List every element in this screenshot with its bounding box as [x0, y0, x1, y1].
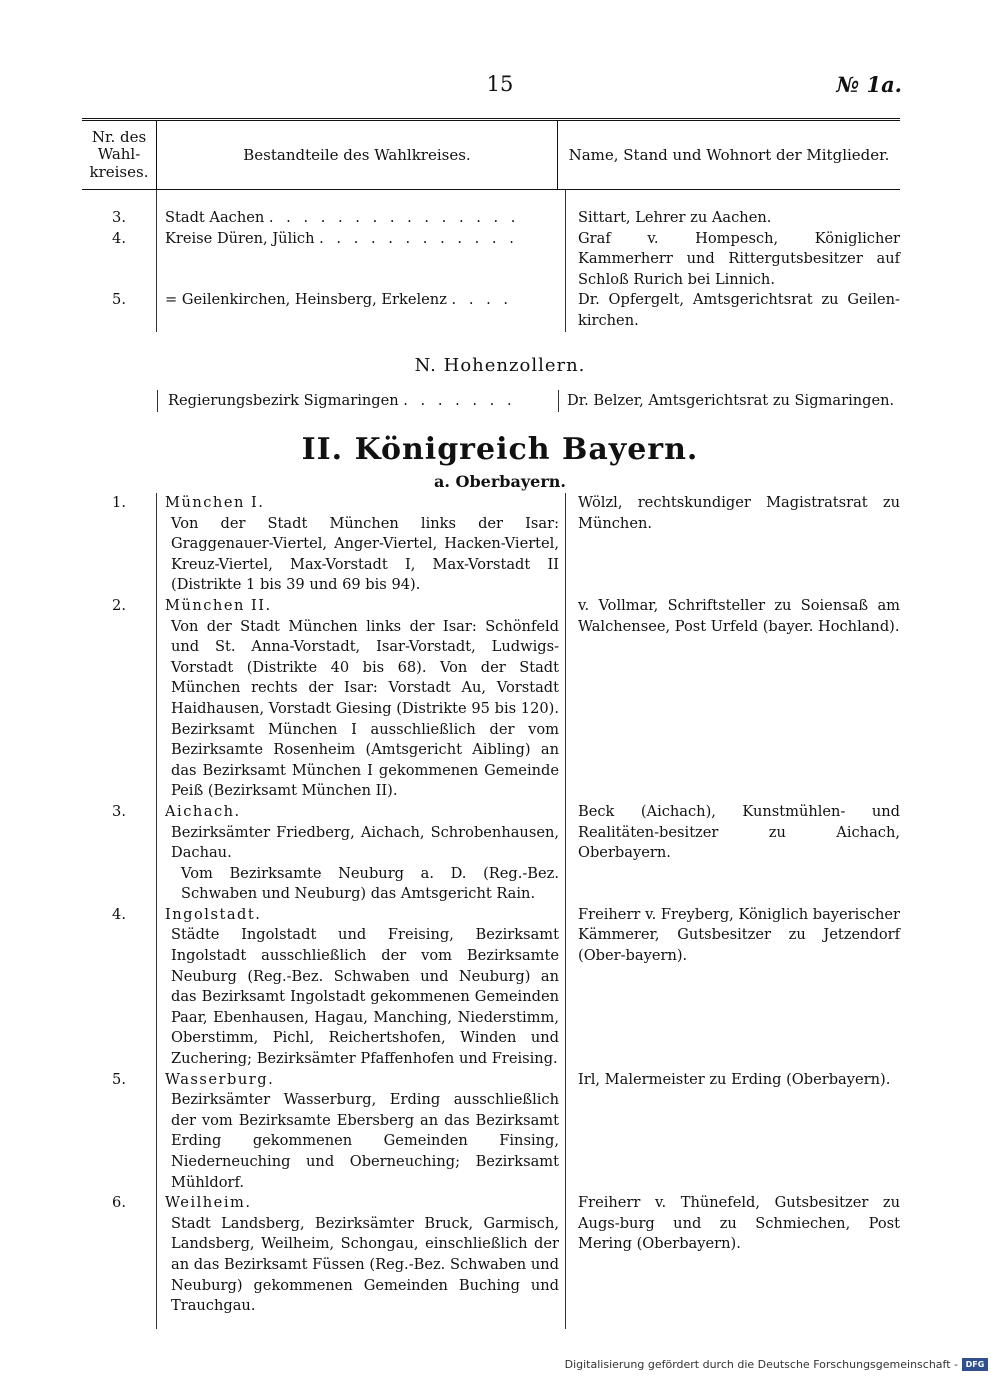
row-nr: 6. — [112, 1194, 126, 1212]
header-parts: Bestandteile des Wahlkreises. — [156, 121, 558, 189]
constituency-table-rheinprovinz — [82, 118, 900, 332]
constituency-description: Von der Stadt München links der Isar: Schönfeld und St. Anna-Vorstadt, Isar-Vorstadt, Ludwigs-Vorstadt (Distrikte 40 bis 68). Von der Stadt München rechts der Isar: Vorstadt Au, Vorstadt Haidhausen, Vorstadt Giesing (Distrikte 95 bis 120). Bezirksamt München I ausschließlich der vom Bezirksamte Rosenheim (Amtsgericht Aibling) an das Bezirksamt München I gekommenen Gemeinde Peiß (Bezirksamt München II). — [171, 617, 559, 800]
constituency-description: Städte Ingolstadt und Freising, Bezirksamt Ingolstadt ausschließlich der vom Bezirksamte Neuburg (Reg.-Bez. Schwaben und Neuburg) an das Bezirksamt Ingolstadt gekommenen Gemeinden Paar, Ebenhausen, Hagau, Manching, Niederstimm, Oberstimm, Pichl, Reichertshofen, Winden und Zuchering; Bezirksämter Pfaffenhofen und Freising. — [171, 926, 559, 1068]
constituency-table-oberbayern — [82, 493, 900, 1329]
table-row — [82, 1070, 900, 1194]
hohenzollern-row — [157, 390, 900, 412]
row-member: Irl, Malermeister zu Erding (Oberbayern). — [578, 1070, 891, 1088]
table-header — [82, 121, 900, 190]
header-members: Name, Stand und Wohnort der Mitglieder. — [568, 146, 890, 164]
table-row — [82, 1193, 900, 1317]
constituency-name: Ingolstadt. — [165, 905, 262, 923]
table-row — [82, 802, 900, 905]
row-parts — [156, 1193, 566, 1317]
row-nr: 3. — [112, 802, 126, 820]
kingdom-heading: II. Königreich Bayern. — [301, 432, 699, 467]
row-parts — [156, 1070, 566, 1194]
table-row — [82, 208, 900, 229]
row-member: v. Vollmar, Schriftsteller zu Soiensaß am Walchensee, Post Urfeld (bayer. Hochland). — [578, 596, 900, 635]
table-row — [82, 229, 900, 291]
constituency-name: Wasserburg. — [165, 1070, 275, 1088]
constituency-name: Weilheim. — [165, 1194, 252, 1212]
constituency-description-addition: Vom Bezirksamte Neuburg a. D. (Reg.-Bez. Schwaben und Neuburg) das Amtsgericht Rain. — [181, 864, 559, 903]
table-row — [82, 290, 900, 331]
dfg-logo-icon: DFG — [962, 1358, 988, 1371]
constituency-name: Aichach. — [165, 802, 241, 820]
table-row — [82, 596, 900, 802]
document-number: № 1a. — [836, 72, 902, 97]
row-nr: 3. — [112, 209, 126, 226]
row-nr: 4. — [112, 229, 126, 247]
row-member: Graf v. Hompesch, Königlicher Kammerherr und Rittergutsbesitzer auf Schloß Rurich bei Linnich. — [578, 229, 900, 288]
row-parts: = Geilenkirchen, Heinsberg, Erkelenz . . . . — [156, 290, 566, 331]
section-heading-hohenzollern: N. Hohenzollern. — [414, 355, 586, 376]
row-member: Dr. Opfergelt, Amtsgerichtsrat zu Geilen-kirchen. — [578, 291, 900, 329]
row-member: Beck (Aichach), Kunstmühlen- und Realitäten-besitzer zu Aichach, Oberbayern. — [578, 802, 900, 862]
footer-text: Digitalisierung gefördert durch die Deutsche Forschungsgemeinschaft - — [564, 1358, 958, 1371]
row-member: Freiherr v. Freyberg, Königlich bayerischer Kämmerer, Gutsbesitzer zu Jetzendorf (Ober-bayern). — [578, 905, 900, 965]
row-nr: 4. — [112, 905, 126, 923]
row-parts — [156, 596, 566, 802]
page-number: 15 — [486, 72, 514, 96]
table-spacer — [82, 190, 900, 208]
header-nr: Nr. des Wahl-kreises. — [89, 128, 149, 181]
row-member: Freiherr v. Thünefeld, Gutsbesitzer zu Augs-burg und zu Schmiechen, Post Mering (Oberbayern). — [578, 1194, 900, 1253]
row-parts — [156, 802, 566, 905]
constituency-description: Von der Stadt München links der Isar: Graggenauer-Viertel, Anger-Viertel, Hacken-Viertel, Kreuz-Viertel, Max-Vorstadt I, Max-Vorstadt II (Distrikte 1 bis 39 und 69 bis 94). — [171, 514, 559, 594]
row-parts: Stadt Aachen . . . . . . . . . . . . . . . — [156, 208, 566, 229]
row-parts: Kreise Düren, Jülich . . . . . . . . . . . . — [156, 229, 566, 291]
digitization-footer — [565, 1358, 988, 1371]
row-member: Dr. Belzer, Amtsgerichtsrat zu Sigmaringen. — [567, 392, 895, 409]
region-heading: a. Oberbayern. — [434, 472, 566, 491]
row-member: Sittart, Lehrer zu Aachen. — [578, 209, 772, 226]
table-row — [82, 905, 900, 1070]
table-row — [82, 493, 900, 596]
row-parts: Regierungsbezirk Sigmaringen . . . . . . . — [157, 390, 559, 412]
row-parts — [156, 905, 566, 1070]
constituency-description: Stadt Landsberg, Bezirksämter Bruck, Garmisch, Landsberg, Weilheim, Schongau, einschließlich der an das Bezirksamt Füssen (Reg.-Bez. Schwaben und Neuburg) gekommenen Gemeinden Buching und Trauchgau. — [171, 1214, 559, 1315]
constituency-name: München II. — [165, 596, 272, 614]
constituency-name: München I. — [165, 494, 265, 511]
row-nr: 2. — [112, 596, 126, 614]
row-nr: 5. — [112, 291, 126, 309]
row-parts — [156, 493, 566, 596]
constituency-description: Bezirksämter Friedberg, Aichach, Schrobenhausen, Dachau. — [171, 823, 559, 862]
table-spacer — [82, 1317, 900, 1329]
row-nr: 5. — [112, 1070, 126, 1088]
row-member: Wölzl, rechtskundiger Magistratsrat zu München. — [578, 494, 900, 532]
constituency-description: Bezirksämter Wasserburg, Erding ausschließlich der vom Bezirksamte Ebersberg an das Bezirksamt Erding gekommenen Gemeinden Finsing, Niederneuching und Oberneuching; Bezirksamt Mühldorf. — [171, 1091, 559, 1191]
row-nr: 1. — [112, 494, 126, 511]
